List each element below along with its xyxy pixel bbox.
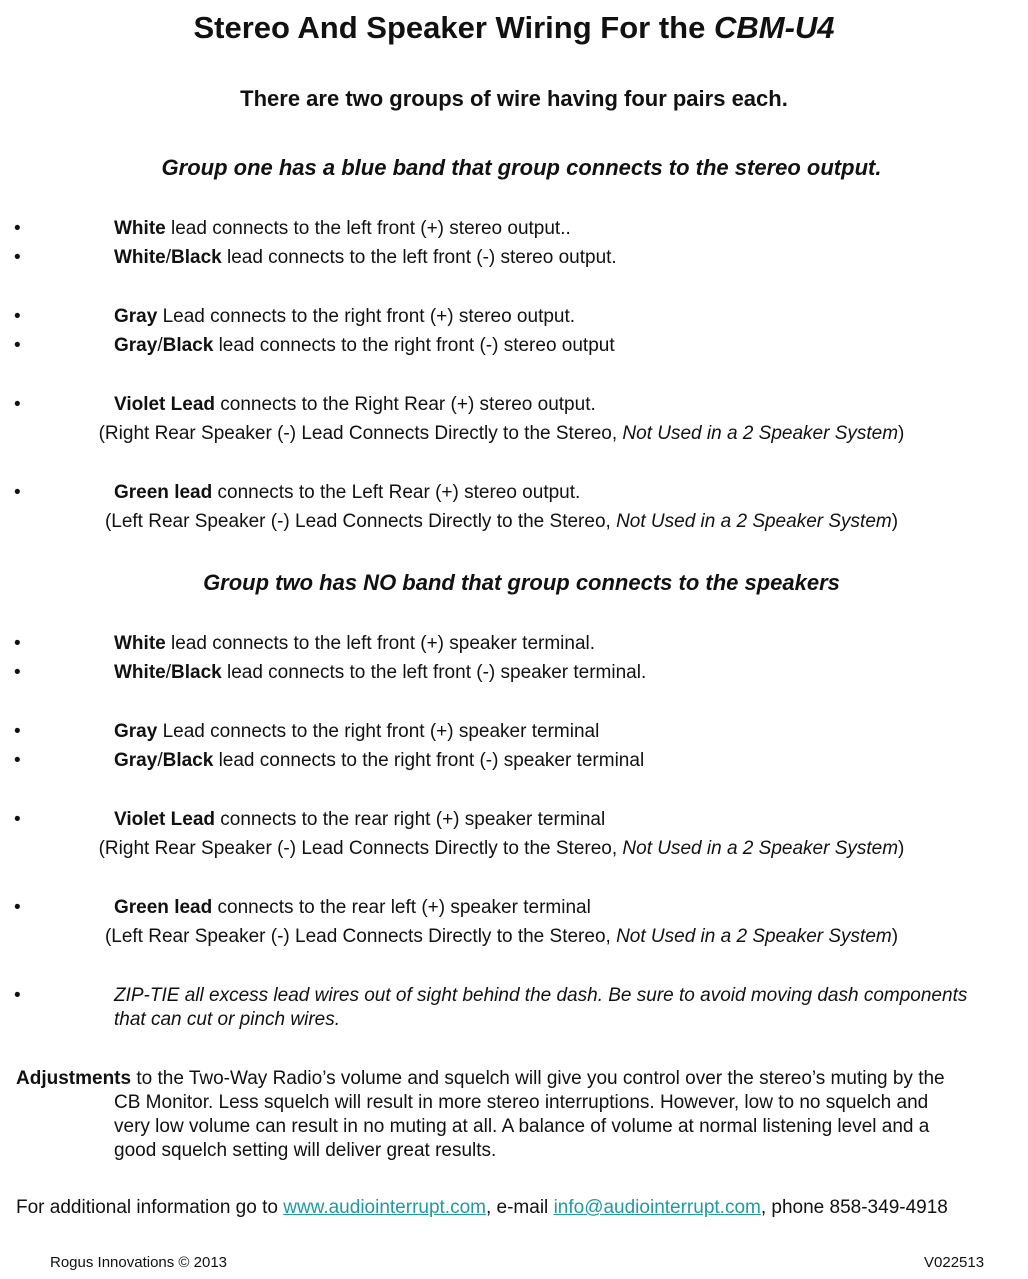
adjustments-line-2: CB Monitor. Less squelch will result in more stereo interruptions. However, low to no squelch and [114, 1092, 929, 1113]
bullet-glyph: • [14, 335, 21, 356]
zip-tie-line-1: ZIP-TIE all excess lead wires out of sight behind the dash. Be sure to avoid moving dash components [114, 985, 968, 1006]
bullet-glyph: • [14, 306, 21, 327]
subtitle: There are two groups of wire having four pairs each. [240, 86, 788, 111]
zip-tie-line-2: that can cut or pinch wires. [114, 1009, 340, 1030]
bullet-glyph: • [14, 985, 21, 1006]
rear-speaker-note: (Right Rear Speaker (-) Lead Connects Directly to the Stereo, Not Used in a 2 Speaker System) [98, 838, 905, 859]
adjustments-line-1: to the Two-Way Radio’s volume and squelch will give you control over the stereo’s muting by the [131, 1068, 945, 1089]
bullet-glyph: • [14, 662, 21, 683]
rear-speaker-note: (Right Rear Speaker (-) Lead Connects Directly to the Stereo, Not Used in a 2 Speaker System) [98, 423, 905, 444]
title-model: CBM-U4 [713, 10, 835, 45]
list-item: Green lead connects to the rear left (+) speaker terminal [114, 897, 591, 918]
list-item: White/Black lead connects to the left front (-) speaker terminal. [114, 662, 647, 683]
bullet-glyph: • [14, 897, 21, 918]
list-item: Violet Lead connects to the rear right (+) speaker terminal [114, 809, 606, 830]
list-item: Gray Lead connects to the right front (+) speaker terminal [114, 721, 600, 742]
website-link[interactable]: www.audiointerrupt.com [283, 1197, 486, 1218]
list-item: Gray Lead connects to the right front (+) stereo output. [114, 306, 576, 327]
bullet-glyph: • [14, 633, 21, 654]
bullet-glyph: • [14, 394, 21, 415]
list-item: Violet Lead connects to the Right Rear (+) stereo output. [114, 394, 596, 415]
list-item: White lead connects to the left front (+) speaker terminal. [114, 633, 596, 654]
title-text: Stereo And Speaker Wiring For the [193, 10, 706, 45]
list-item: Green lead connects to the Left Rear (+) stereo output. [114, 482, 581, 503]
adjustments-line-4: good squelch setting will deliver great results. [114, 1140, 497, 1161]
list-item: Gray/Black lead connects to the right front (-) speaker terminal [114, 750, 645, 771]
bullet-glyph: • [14, 750, 21, 771]
group-one-heading: Group one has a blue band that group connects to the stereo output. [161, 155, 882, 180]
footer-version: V022513 [924, 1254, 985, 1271]
page-title [0, 8, 1028, 48]
bullet-glyph: • [14, 482, 21, 503]
bullet-glyph: • [14, 218, 21, 239]
rear-speaker-note: (Left Rear Speaker (-) Lead Connects Directly to the Stereo, Not Used in a 2 Speaker System) [104, 926, 899, 947]
list-item: Gray/Black lead connects to the right front (-) stereo output [114, 335, 615, 356]
adjustments-line-3: very low volume can result in no muting at all. A balance of volume at normal listening level and a [114, 1116, 930, 1137]
bullet-glyph: • [14, 247, 21, 268]
contact-line: For additional information go to www.audiointerrupt.com, e-mail info@audiointerrupt.com, phone 858-349-4918 [16, 1197, 948, 1218]
footer-copyright: Rogus Innovations © 2013 [50, 1254, 228, 1271]
rear-speaker-note: (Left Rear Speaker (-) Lead Connects Directly to the Stereo, Not Used in a 2 Speaker System) [104, 511, 899, 532]
email-link[interactable]: info@audiointerrupt.com [553, 1197, 761, 1218]
list-item: White/Black lead connects to the left front (-) stereo output. [114, 247, 617, 268]
group-two-heading: Group two has NO band that group connects to the speakers [203, 570, 840, 595]
adjustments-paragraph [16, 1067, 1016, 1163]
zip-tie-note [114, 984, 1028, 1032]
bullet-glyph: • [14, 721, 21, 742]
list-item: White lead connects to the left front (+) stereo output.. [114, 218, 571, 239]
adjustments-label: Adjustments [16, 1068, 132, 1089]
bullet-glyph: • [14, 809, 21, 830]
